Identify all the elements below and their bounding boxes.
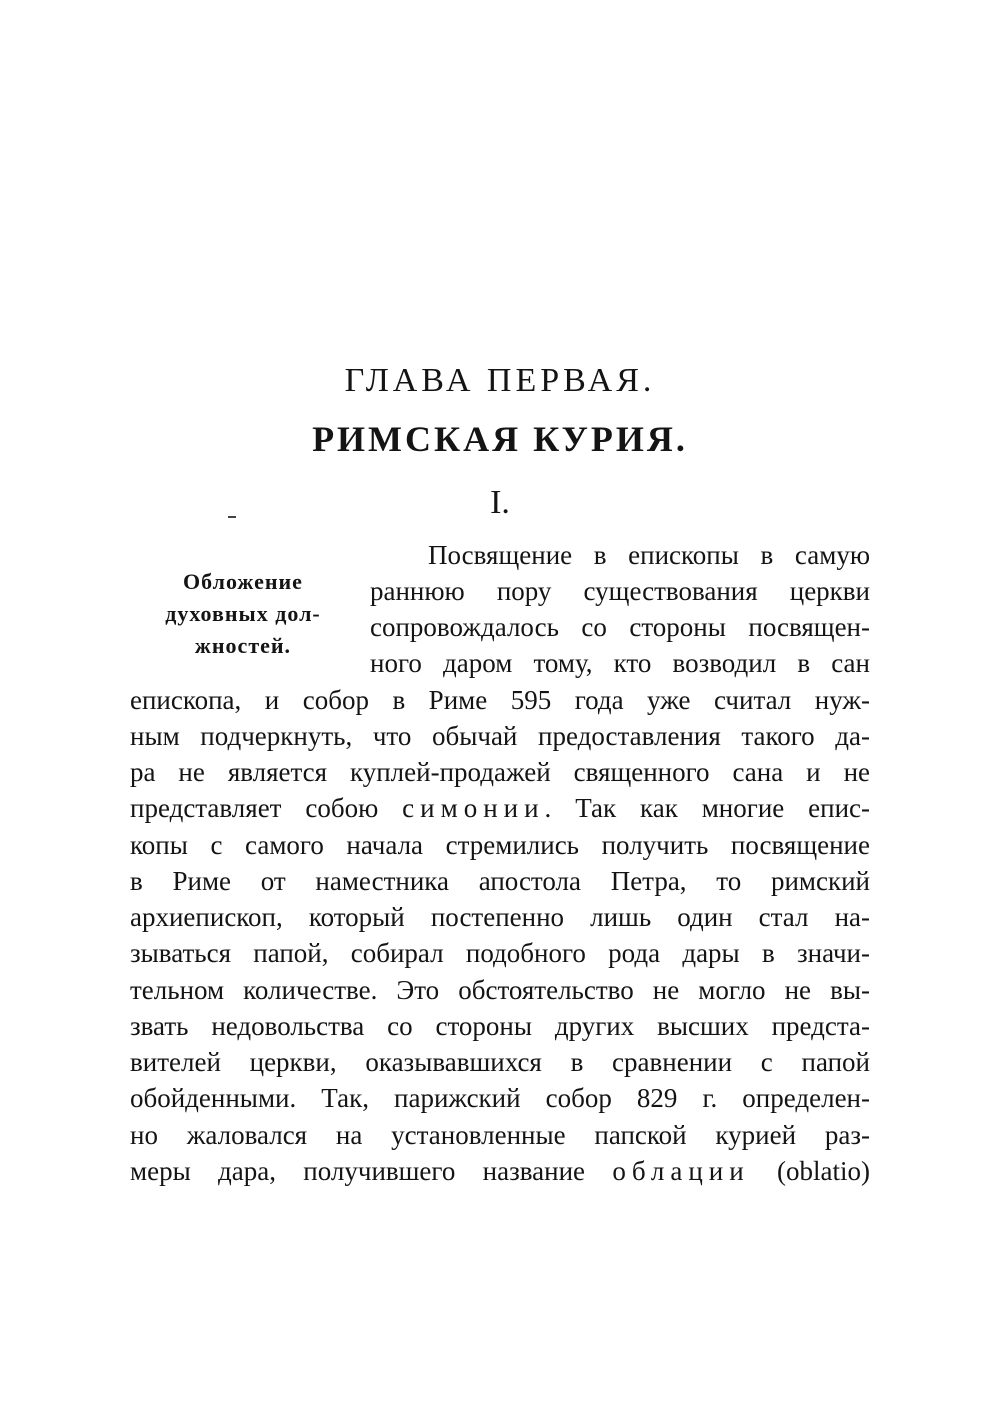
spaced-term: облации: [612, 1156, 750, 1186]
margin-note-line: духовных дол-: [165, 601, 321, 626]
margin-note-line: Обложение: [183, 569, 303, 594]
text-line: раннюю пору существования церкви: [370, 576, 870, 606]
margin-note: [128, 566, 358, 662]
text-line: вителей церкви, оказывавшихся в сравнении с папой: [130, 1047, 870, 1077]
scan-mark: [228, 516, 236, 518]
text-line: Посвящение в епископы в самую: [428, 540, 870, 570]
text-line: архиепископ, который постепенно лишь один стал на-: [130, 902, 870, 932]
text-segment: (oblatio): [749, 1156, 870, 1186]
text-line: копы с самого начала стремились получить посвящение: [130, 830, 870, 860]
section-number: I.: [490, 484, 510, 521]
text-line: обойденными. Так, парижский собор 829 г. определен-: [130, 1083, 870, 1113]
text-line: епископа, и собор в Риме 595 года уже считал нуж-: [130, 685, 870, 715]
text-line: в Риме от наместника апостола Петра, то римский: [130, 866, 870, 896]
text-segment: меры дара, получившего название: [130, 1156, 613, 1186]
text-line: но жаловался на установленные папской курией раз-: [130, 1120, 870, 1150]
text-line: ным подчеркнуть, что обычай предоставления такого да-: [130, 721, 870, 751]
text-line: ного даром тому, кто возводил в сан: [370, 648, 870, 678]
text-line: ра не является куплей-продажей священного сана и не: [130, 757, 870, 787]
text-line: сопровождалось со стороны посвящен-: [370, 612, 870, 642]
text-line: [130, 1153, 870, 1189]
text-line: [130, 790, 870, 826]
spaced-term: симонии: [402, 793, 545, 823]
chapter-heading: ГЛАВА ПЕРВАЯ.: [344, 362, 656, 399]
text-segment: представляет собою: [130, 793, 403, 823]
text-line: зываться папой, собирал подобного рода дары в значи-: [130, 938, 870, 968]
chapter-title: РИМСКАЯ КУРИЯ.: [312, 419, 688, 459]
text-line: звать недовольства со стороны других высших предста-: [130, 1011, 870, 1041]
text-line: тельном количестве. Это обстоятельство не могло не вы-: [130, 975, 870, 1005]
margin-note-line: жностей.: [194, 633, 292, 658]
text-segment: . Так как многие епис-: [544, 793, 871, 823]
